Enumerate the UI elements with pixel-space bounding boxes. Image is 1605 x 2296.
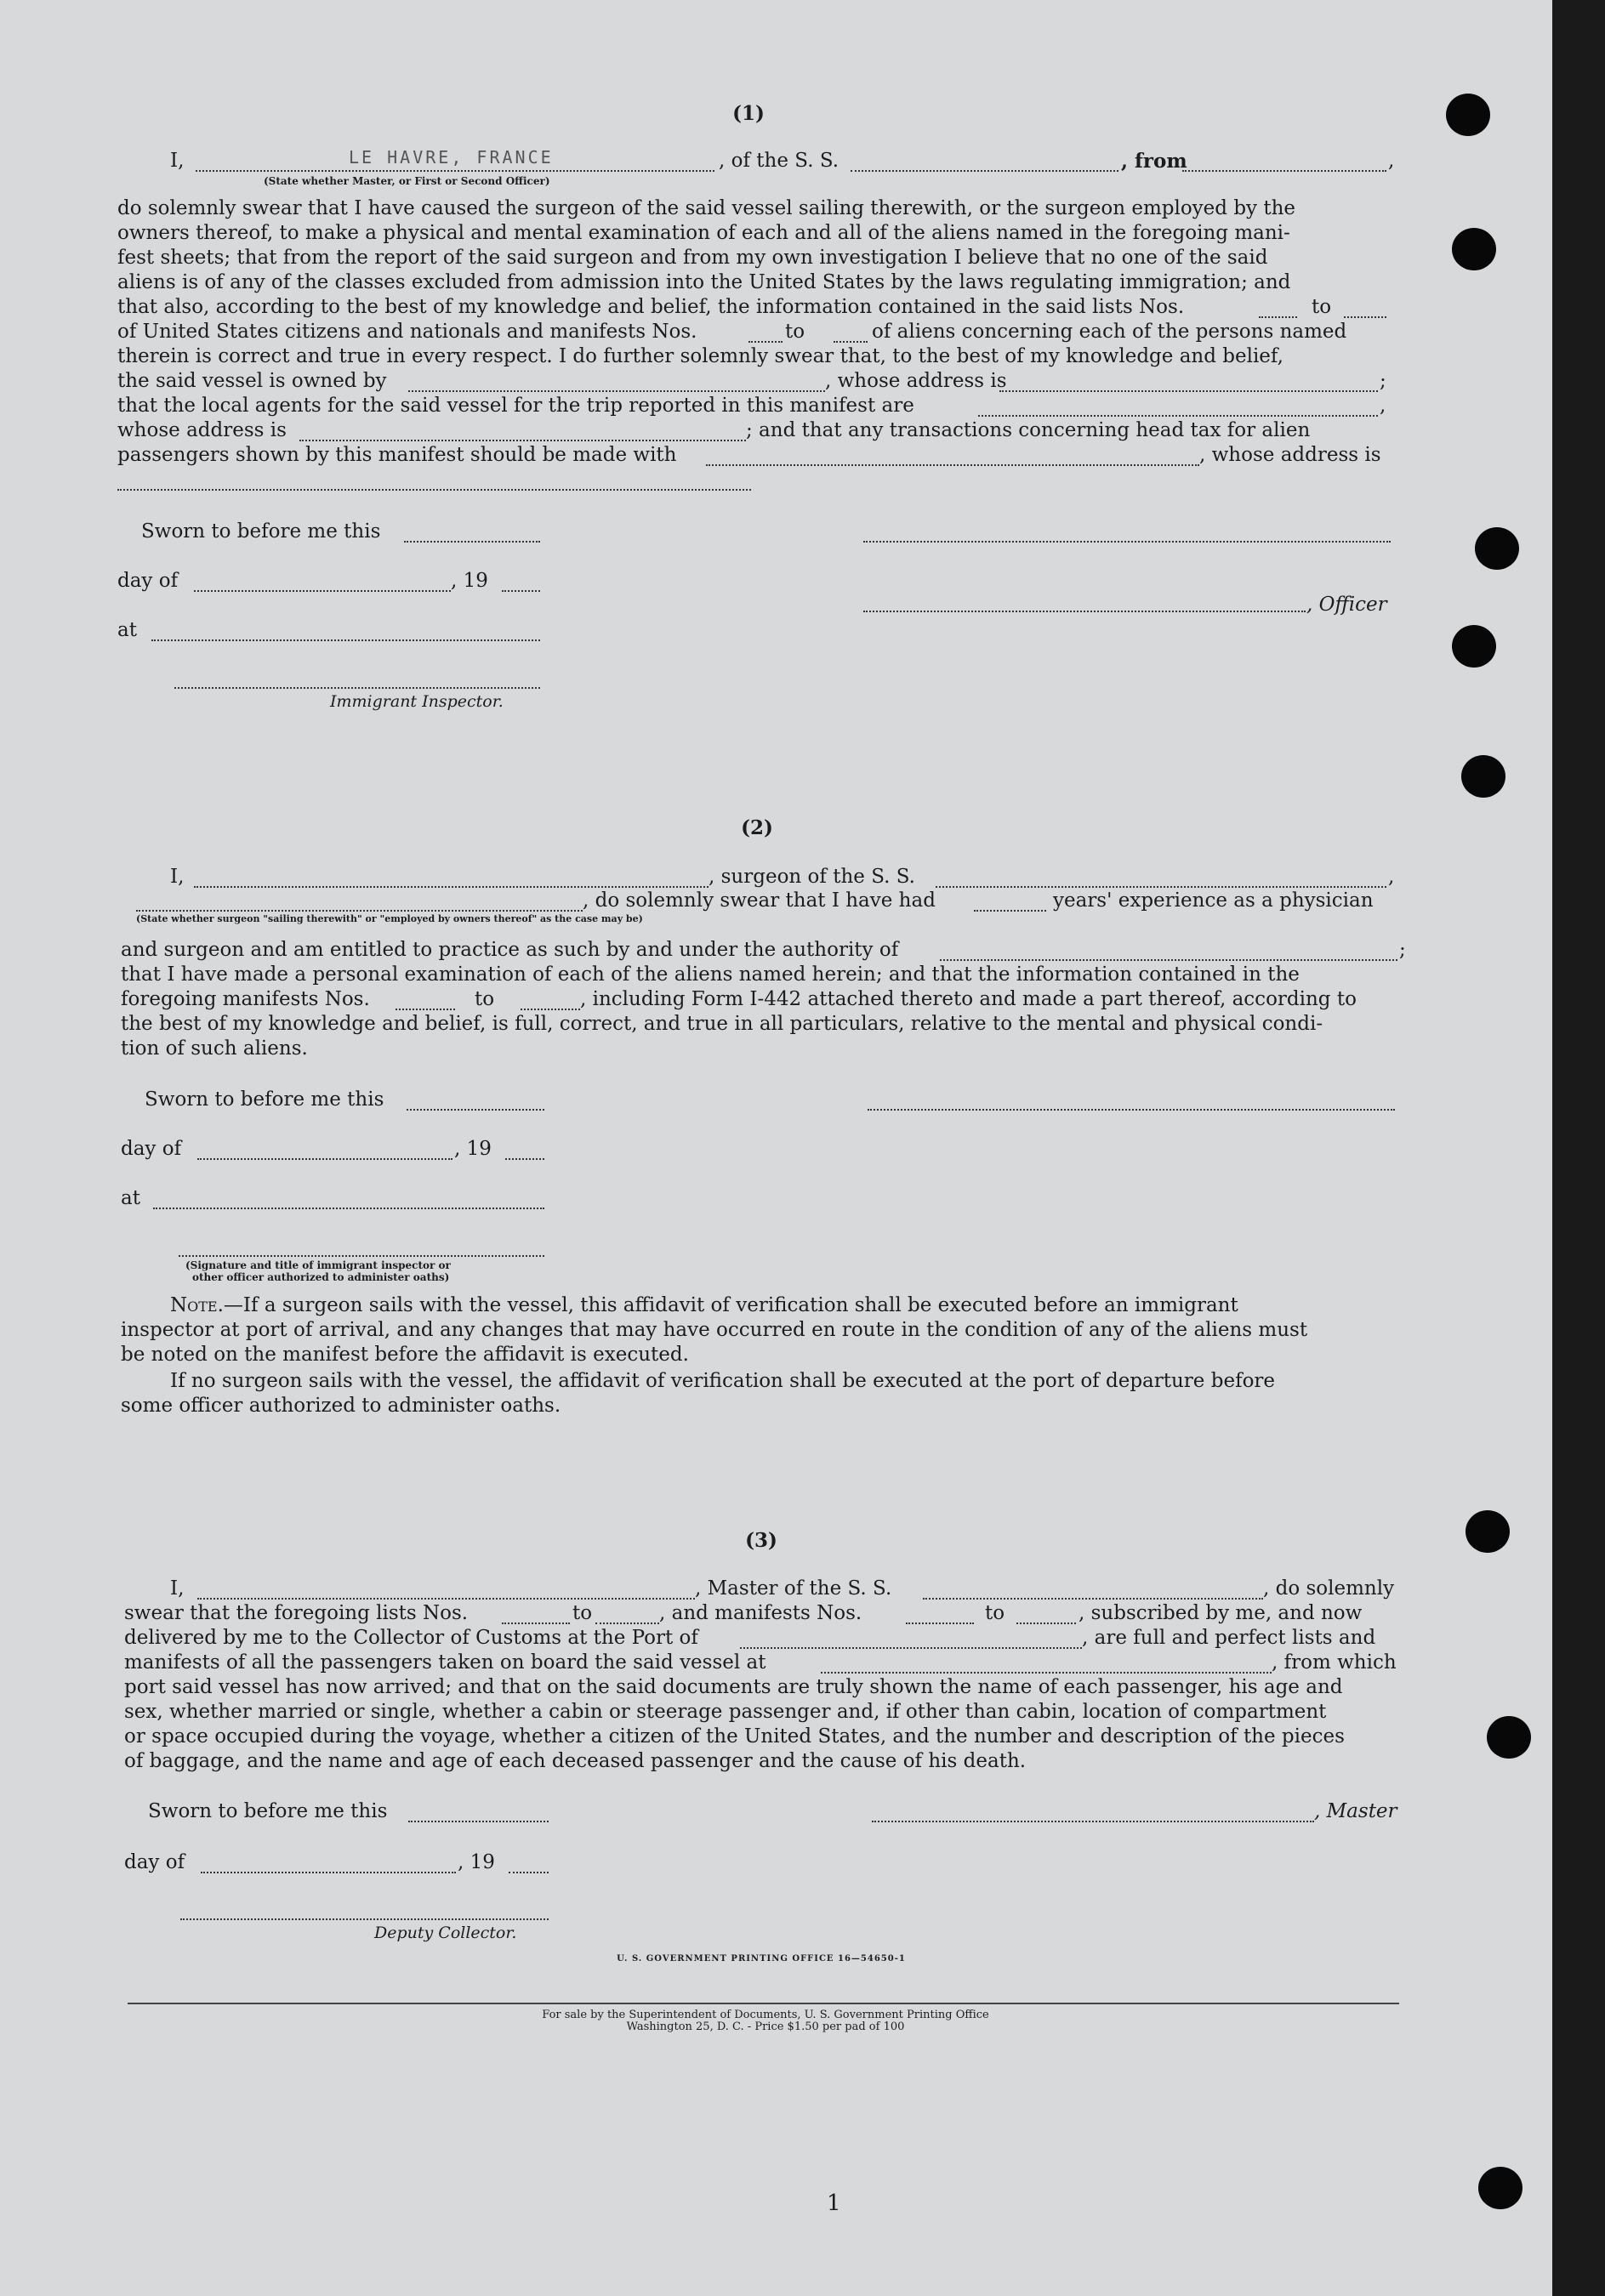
s1-i: I, — [170, 150, 185, 172]
s1-local-agents: that the local agents for the said vessel for the trip reported in this manifest are — [117, 395, 914, 417]
s1-owned-by: the said vessel is owned by — [117, 370, 387, 392]
s3-sworn: Sworn to before me this — [148, 1800, 388, 1822]
s2-including: , including Form I-442 attached thereto and made a part thereof, according to — [580, 988, 1357, 1010]
s2-at: at — [121, 1187, 140, 1209]
s1-text-line: aliens is of any of the classes excluded from admission into the United States by the laws regulating immigration; and — [117, 271, 1291, 293]
s2-note-line: be noted on the manifest before the affidavit is executed. — [121, 1344, 689, 1366]
punch-hole — [1452, 625, 1496, 668]
sale-notice: For sale by the Superintendent of Documents, U. S. Government Printing Office — [542, 2009, 989, 2021]
s1-text-line: do solemnly swear that I have caused the surgeon of the said vessel sailing therewith, or the surgeon employed by the — [117, 197, 1296, 219]
s1-whose-address: whose address is — [117, 419, 287, 441]
s2-years: years' experience as a physician — [1053, 889, 1374, 912]
s1-text-line: therein is correct and true in every respect. I do further solemnly swear that, to the best of my knowledge and belief, — [117, 345, 1283, 367]
s1-title-caption: (State whether Master, or First or Second Officer) — [264, 175, 550, 187]
s2-swear: , do solemnly swear that I have had — [583, 889, 936, 912]
s1-filled-name: LE HAVRE, FRANCE — [349, 147, 554, 168]
punch-hole — [1478, 2167, 1522, 2209]
s1-day-of: day of — [117, 570, 179, 592]
s1-sworn: Sworn to before me this — [141, 520, 381, 543]
s2-text-line: that I have made a personal examination of each of the aliens named herein; and that the information contained in the — [121, 963, 1300, 986]
s1-head-tax: ; and that any transactions concerning head tax for alien — [746, 419, 1311, 441]
s1-text-line: fest sheets; that from the report of the said surgeon and from my own investigation I believe that no one of the said — [117, 247, 1268, 269]
punch-hole — [1461, 755, 1505, 798]
s1-from: , from — [1121, 150, 1187, 173]
s3-master: , Master — [1314, 1800, 1397, 1822]
s3-from-which: , from which — [1272, 1651, 1397, 1674]
s3-solemnly: , do solemnly — [1263, 1577, 1395, 1600]
s1-aliens-text: of aliens concerning each of the persons named — [872, 321, 1347, 343]
s3-text-line: of baggage, and the name and age of each deceased passenger and the cause of his death. — [124, 1750, 1027, 1772]
s1-text-line: of United States citizens and nationals and manifests Nos. — [117, 321, 697, 343]
s1-made-with: passengers shown by this manifest should be made with — [117, 444, 677, 466]
s2-text-line: tion of such aliens. — [121, 1037, 308, 1060]
s1-text-line: that also, according to the best of my knowledge and belief, the information contained in the said lists Nos. — [117, 296, 1185, 318]
section-2-number: (2) — [741, 816, 773, 839]
s2-sig-caption: other officer authorized to administer oaths) — [192, 1271, 450, 1283]
s2-text-line: foregoing manifests Nos. — [121, 988, 370, 1010]
s2-i: I, — [170, 866, 185, 888]
s2-note-label: Note. — [170, 1294, 224, 1316]
section-1-number: (1) — [732, 102, 765, 125]
s2-sworn: Sworn to before me this — [145, 1088, 384, 1111]
s3-text-line: port said vessel has now arrived; and that on the said documents are truly shown the name of each passenger, his age and — [124, 1676, 1343, 1698]
s3-manifests: , and manifests Nos. — [659, 1602, 862, 1624]
s3-i: I, — [170, 1577, 185, 1600]
s2-note-line: inspector at port of arrival, and any changes that may have occurred en route in the condition of any of the aliens must — [121, 1319, 1308, 1341]
s3-full-lists: , are full and perfect lists and — [1082, 1627, 1376, 1649]
s2-day-of: day of — [121, 1138, 182, 1160]
s3-text-line: or space occupied during the voyage, whether a citizen of the United States, and the number and description of the pieces — [124, 1725, 1345, 1748]
punch-hole — [1475, 527, 1519, 570]
section-3-number: (3) — [745, 1529, 777, 1552]
s2-caption: (State whether surgeon "sailing therewith" or "employed by owners thereof" as the case may be) — [136, 913, 643, 924]
s1-inspector: Immigrant Inspector. — [330, 692, 504, 711]
s3-deputy: Deputy Collector. — [374, 1924, 517, 1942]
gpo-imprint: U. S. GOVERNMENT PRINTING OFFICE 16—54650-1 — [617, 1954, 906, 1964]
s3-line3: delivered by me to the Collector of Customs at the Port of — [124, 1627, 698, 1649]
s3-line2: swear that the foregoing lists Nos. — [124, 1602, 469, 1624]
s2-sig-caption: (Signature and title of immigrant inspector or — [185, 1259, 451, 1271]
s1-of-ss: , of the S. S. — [719, 150, 839, 172]
s2-text-line: the best of my knowledge and belief, is full, correct, and true in all particulars, relative to the mental and physical condi- — [121, 1013, 1323, 1035]
s1-officer: , Officer — [1306, 594, 1387, 616]
s3-subscribed: , subscribed by me, and now — [1079, 1602, 1363, 1624]
s2-surgeon-of: , surgeon of the S. S. — [709, 866, 915, 888]
punch-hole — [1487, 1716, 1531, 1759]
s2-note-line: some officer authorized to administer oaths. — [121, 1395, 561, 1417]
s3-master-of: , Master of the S. S. — [695, 1577, 892, 1600]
s2-note-line: If no surgeon sails with the vessel, the affidavit of verification shall be executed at the port of departure before — [170, 1370, 1276, 1392]
s2-authority: and surgeon and am entitled to practice as such by and under the authority of — [121, 939, 899, 961]
sale-notice: Washington 25, D. C. - Price $1.50 per pad of 100 — [626, 2020, 905, 2033]
s3-line4: manifests of all the passengers taken on board the said vessel at — [124, 1651, 766, 1674]
s1-at: at — [117, 619, 137, 641]
s2-note: Note.—If a surgeon sails with the vessel, this affidavit of verification shall be executed before an immigrant — [170, 1294, 1238, 1316]
punch-hole — [1452, 228, 1496, 270]
manifest-affidavit-page: (1) I, LE HAVRE, FRANCE , of the S. S. , from , (State whether Master, or First or Second Officer) do solemnly swear that I have caused the surgeon of the said vessel sailing therewith, or the surgeon employed by the owners thereof, to make a physical and mental examination of each and all of the aliens named in the foregoing mani- fest sheets; that from the report of the said surgeon and from my own investigation I believe that no one of the said aliens is of any of the classes excluded from admission into the United States by the laws regulating immigration; and that also, according to the best of my knowledge and belief, the information contained in the said lists Nos. to of United States citizens and nationals and manifests Nos. to of aliens concerning each of the persons named therein is correct and true in every respect. I do further solemnly swear that, to the best of my knowledge and belief, the said vessel is owned by , whose address is ; that the local agents for the said vessel for the trip reported in this manifest are , whose address is ; and that any transactions concerning head tax for alien passengers shown by this manifest should be made with , whose address is Sworn to before me this day of , 19 , Officer at Immigrant Inspector. (2) I, , surgeon of the S. S. , , do solemnly swear that I have had years' experience as a physician (State whether surgeon "sailing therewith" or "employed by owners thereof" as the case may be) and surgeon and am entitled to practice as such by and under the authority of ; that I have made a personal examination of each of the aliens named herein; and that the information contained in the foregoing manifests Nos. to , including Form I-442 attached thereto and made a part thereof, according to the best of my knowledge and belief, is full, correct, and true in all particulars, relative to the mental and physical condi- tion of such aliens. Sworn to before me this day of , 19 at (Signature and title of immigrant inspector or other officer authorized to administer oaths) Note.—If a surgeon sails with the vessel, this affidavit of verification shall be executed before an immigrant inspector at port of arrival, and any changes that may have occurred en route in the condition of any of the aliens must be noted on the manifest before the affidavit is executed. If no surgeon sails with the vessel, the affidavit of verification shall be executed at the port of departure before some officer authorized to administer oaths. (3) I, , Master of the S. S. , do solemnly swear that the foregoing lists Nos. to , and manifests Nos. to , subscribed by me, and now delivered by me to the Collector of Customs at the Port of , are full and perfect lists and manifests of all the passengers taken on board the said vessel at , from which port said vessel has now arrived; and that on the said documents are truly shown the name of each passenger, his age and sex, whether married or single, whether a cabin or steerage passenger and, if other than cabin, location of compartment or space occupied during the voyage, whether a citizen of the United States, and the number and description of the pieces of baggage, and the name and age of each deceased passenger and the cause of his death. Sworn to before me this , Master day of , 19 Deputy Collector. U. S. GOVERNMENT PRINTING OFFICE 16—54650-1 For sale by the Superintendent of Documents, U. S. Government Printing Office Washington 25, D. C. - Price $1.50 per pad of 100 1 — [0, 0, 1552, 2296]
page-number: 1 — [827, 2191, 841, 2216]
s3-text-line: sex, whether married or single, whether a cabin or steerage passenger and, if other than cabin, location of compartment — [124, 1701, 1327, 1723]
s3-day-of: day of — [124, 1851, 185, 1873]
s1-text-line: owners thereof, to make a physical and mental examination of each and all of the aliens named in the foregoing mani- — [117, 222, 1290, 244]
